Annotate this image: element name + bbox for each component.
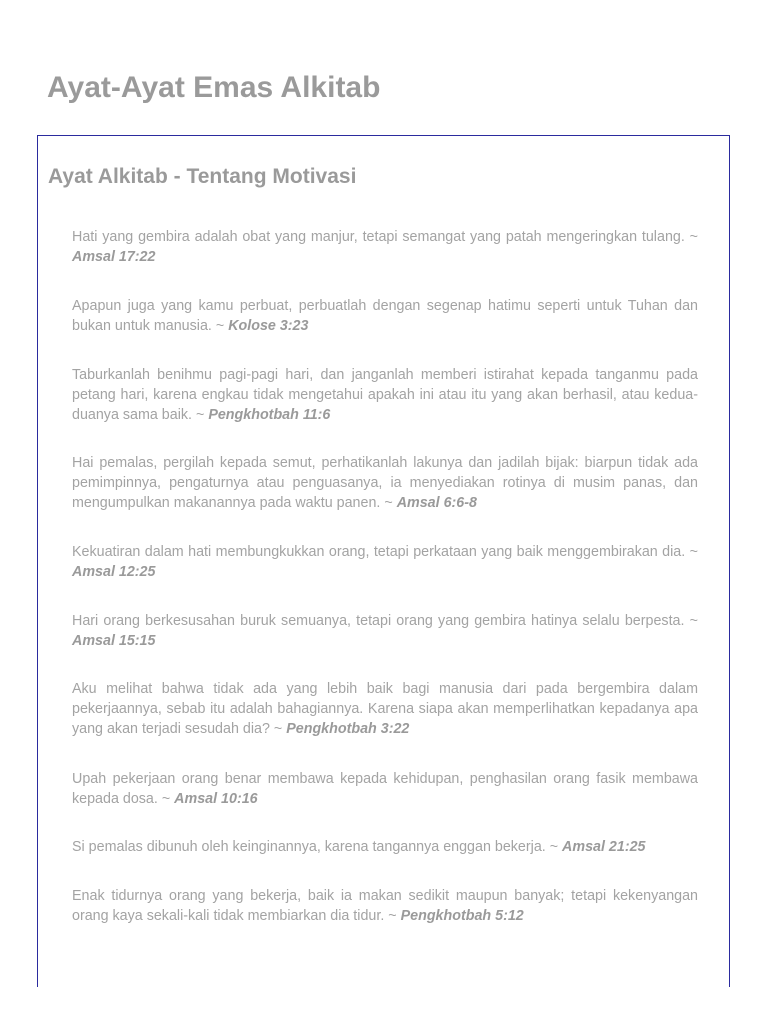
verse-paragraph <box>72 769 698 809</box>
verse-reference: Amsal 15:15 <box>72 633 156 649</box>
verse-reference: Kolose 3:23 <box>228 318 309 334</box>
verse-text: Si pemalas dibunuh oleh keinginannya, karena tangannya enggan bekerja. ~ <box>72 839 563 855</box>
verse-text: Apapun juga yang kamu perbuat, perbuatlah dengan segenap hatimu seperti untuk Tuhan dan bukan untuk manusia. ~ <box>72 298 698 334</box>
verse-paragraph <box>72 296 698 336</box>
verse-text: Hari orang berkesusahan buruk semuanya, tetapi orang yang gembira hatinya selalu berpesta. ~ <box>72 613 698 629</box>
verse-text: Upah pekerjaan orang benar membawa kepada kehidupan, penghasilan orang fasik membawa kepada dosa. ~ <box>72 771 698 807</box>
verse-paragraph <box>72 611 698 651</box>
verse-text: Enak tidurnya orang yang bekerja, baik ia makan sedikit maupun banyak; tetapi kekenyangan orang kaya sekali-kali tidak membiarkan dia tidur. ~ <box>72 888 698 924</box>
verse-text: Hai pemalas, pergilah kepada semut, perhatikanlah lakunya dan jadilah bijak: biarpun tidak ada pemimpinnya, pengaturnya atau penguasanya, ia menyediakan rotinya di musim panas, dan mengumpulkan makanannya pada waktu panen. ~ <box>72 455 698 511</box>
page-title: Ayat-Ayat Emas Alkitab <box>47 71 381 104</box>
verse-reference: Amsal 12:25 <box>72 564 156 580</box>
verse-text: Taburkanlah benihmu pagi-pagi hari, dan janganlah memberi istirahat kepada tanganmu pada petang hari, karena engkau tidak mengetahui apakah ini atau itu yang akan berhasil, atau kedua-duanya sama baik. ~ <box>72 367 698 423</box>
verse-paragraph <box>72 365 698 425</box>
verse-reference: Amsal 6:6-8 <box>396 495 477 511</box>
verse-reference: Pengkhotbah 5:12 <box>400 908 524 924</box>
verse-paragraph <box>72 453 698 513</box>
verse-reference: Amsal 17:22 <box>72 249 156 265</box>
verse-text: Aku melihat bahwa tidak ada yang lebih baik bagi manusia dari pada bergembira dalam pekerjaannya, sebab itu adalah bahagiannya. Karena siapa akan memperlihatkan kepadanya apa yang akan terjadi sesudah dia? ~ <box>72 681 698 737</box>
verse-paragraph <box>72 227 698 267</box>
verse-paragraph <box>72 837 698 857</box>
verse-reference: Pengkhotbah 11:6 <box>208 407 331 423</box>
verse-reference: Amsal 10:16 <box>174 791 258 807</box>
verse-reference: Amsal 21:25 <box>562 839 646 855</box>
verse-paragraph <box>72 886 698 926</box>
verse-paragraph <box>72 679 698 739</box>
verse-text: Kekuatiran dalam hati membungkukkan orang, tetapi perkataan yang baik menggembirakan dia. ~ <box>72 544 698 560</box>
verse-paragraph <box>72 542 698 582</box>
section-title: Ayat Alkitab - Tentang Motivasi <box>48 165 357 188</box>
content-card <box>37 135 730 987</box>
verse-reference: Pengkhotbah 3:22 <box>286 721 410 737</box>
verse-text: Hati yang gembira adalah obat yang manjur, tetapi semangat yang patah mengeringkan tulang. ~ <box>72 229 698 245</box>
